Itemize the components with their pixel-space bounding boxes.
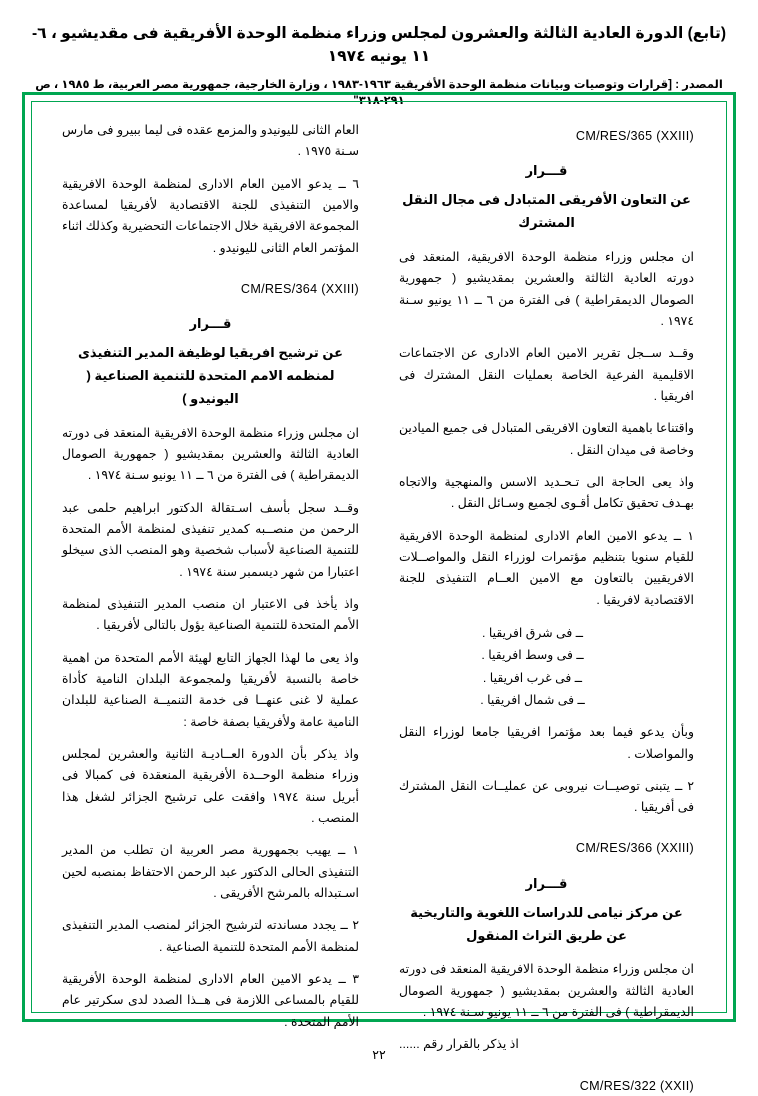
paragraph: ان مجلس وزراء منظمة الوحدة الافريقية المنعقد فى دورته العادية الثالثة والعشرين بمقديشيو ( جمهورية الصومال الديمقراطية ) فى الفترة من ٦ ــ ١١ يونيو سـنة ١٩٧٤ . [399,962,694,1020]
paragraph: وقــد ســجل تقرير الامين العام الادارى عن الاجتماعات الاقليمية الفرعية الخاصة بعمليات النقل المشترك فى افريقيا . [399,346,694,403]
resolution-title-364: عن ترشيح افريقيا لوظيفة المدير التنفيذى لمنظمه الامم المتحدة للتنمية الصناعية ( اليونيدو ) [78,345,343,406]
resolution-id-364: CM/RES/364 (XXIII) [240,281,359,296]
paragraph: ان مجلس وزراء منظمة الوحدة الافريقية المنعقد فى دورته العادية الثالثة والعشرين بمقديشيو ( جمهورية الصومال الديمقراطية ) فى الفترة من ٦ ــ ١١ يونيو سـنة ١٩٧٤ . [62,425,359,483]
qarar-heading-365: قـــرار [525,163,568,179]
list-item: ــ فى وسط افريقيا . [481,648,584,663]
paragraph: ٦ ــ يدعو الامين العام الادارى لمنظمة الوحدة الافريقية والامين التنفيذى للجنة الاقتصادية لأفريقيا لمساعدة المجموعة الافريقية خلال الاجتماعات التحضيرية وكذلك اثناء المؤتمر العام الثانى لليونيدو . [62,176,359,255]
page-number: ٢٢ [372,1048,386,1062]
paragraph: واذ يذكر بأن الدورة العــاديـة الثانية والعشرين لمجلس وزراء منظمة الوحــدة الأفريقية المنعقدة فى كمبالا فى أبريل سنة ١٩٧٤ وافقت على ترشيح الجزائر لشغل هذا المنصب . [62,746,359,825]
paragraph: وبأن يدعو فيما بعد مؤتمرا افريقيا جامعا لوزراء النقل والمواصلات . [399,725,694,761]
paragraph: ١ ــ يهيب بجمهورية مصر العربية ان تطلب من المدير التنفيذى الحالى الدكتور عبد الرحمن الاحتفاظ بمنصبه لحين اسـتبداله بالمرشح الأفريقى . [62,843,359,900]
paragraph: واقتناعا باهمية التعاون الافريقى المتبادل فى جميع الميادين وخاصة فى ميدان النقل . [399,421,694,457]
list-item: ــ فى شرق افريقيا . [482,625,583,640]
paragraph: ان مجلس وزراء منظمة الوحدة الافريقية، المنعقد فى دورته العادية الثالثة والعشرين بمقديشيو ( جمهورية الصومال الديمقراطية ) فى الفترة من ٦ ــ ١١ يونيو سـنة ١٩٧٤ . [399,249,694,328]
paragraph: ٢ ــ يجدد مساندته لترشيح الجزائر لمنصب المدير التنفيذى لمنظمة الأمم المتحدة للتنمية الصناعية . [62,918,359,954]
resolution-id-322: CM/RES/322 (XXII) [579,1078,694,1093]
page-title: (تابع) الدورة العادية الثالثة والعشرون لمجلس وزراء منظمة الوحدة الأفريقية فى مقديشيو ، ٦- ١١ يونيه ١٩٧٤ [32,25,726,66]
resolution-title-366: عن مركز نيامى للدراسات اللغوية والتاريخية عن طريق التراث المنقول [410,904,683,943]
paragraph: ٢ ــ يتبنى توصيــات نيروبى عن عمليــات النقل المشترك فى أفريقيا . [399,778,694,815]
region-bullet-list [399,622,694,711]
paragraph: اذ يذكر بالقرار رقم ...... [399,1037,519,1052]
paragraph: وقــد سجل بأسف اسـتقالة الدكتور ابراهيم حلمى عبد الرحمن من منصــبه كمدير تنفيذى لمنظمة الأمم المتحدة للتنمية الصناعية لأسباب شخصية وهو المنصب الذى سيخلو اعتبارا من شهر ديسمبر سنة ١٩٧٤ . [62,500,359,579]
paragraph: واذ يأخذ فى الاعتبار ان منصب المدير التنفيذى لمنظمة الأمم المتحدة للتنمية الصناعية يؤول بالتالى لأفريقيا . [62,596,359,633]
source-note: المصدر : [قرارات وتوصيات وبيانات منظمة الوحدة الأفريقية ١٩٦٣-١٩٨٣ ، وزارة الخارجية، جمهورية مصر العربية، ط ١٩٨٥ ، ص ٢٩١-٣١٨" [35,78,723,108]
paragraph: واذ يعى الحاجة الى تـحـديد الاسس والمنهجية والاتجاه بهـدف تحقيق تكامل أقـوى لجميع وسـائل النقل . [399,474,694,511]
paragraph: ٣ ــ يدعو الامين العام الادارى لمنظمة الوحدة الأفريقية للقيام بالمساعى اللازمة فى هــذا الصدد لدى سكرتير عام الأمم المتحدة . [62,971,359,1029]
resolution-title-365: عن التعاون الأفريقى المتبادل فى مجال النقل المشترك [402,192,691,231]
list-item: ــ فى شمال افريقيا . [480,692,585,707]
resolution-id-365: CM/RES/365 (XXIII) [575,129,694,143]
paragraph: العام الثانى لليونيدو والمزمع عقده فى ليما ببيرو فى مارس سـنة ١٩٧٥ . [62,123,359,159]
list-item: ــ فى غرب افريقيا . [482,670,583,685]
paragraph: واذ يعى ما لهذا الجهاز التابع لهيئة الأمم المتحدة من اهمية خاصة بالنسبة لأفريقيا ولمجموعة البلدان النامية كأداة عملية لا غنى عنهــا فى خدمة التنميــة الصناعية للبلدان النامية عامة ولأفريقيا بصفة خاصة : [62,650,359,729]
qarar-heading-366: قـــرار [525,875,568,891]
paragraph: ١ ــ يدعو الامين العام الادارى لمنظمة الوحدة الافريقية للقيام سنويا بتنظيم مؤتمرات لوزراء النقل والمواصــلات الافريقيين بالتعاون مع الامين العــام التنفيذى للجنة الاقتصادية لافريقيا . [399,528,694,607]
qarar-heading-364: قـــرار [189,316,232,332]
resolution-id-366: CM/RES/366 (XXIII) [575,841,694,856]
column-left [52,120,379,1029]
